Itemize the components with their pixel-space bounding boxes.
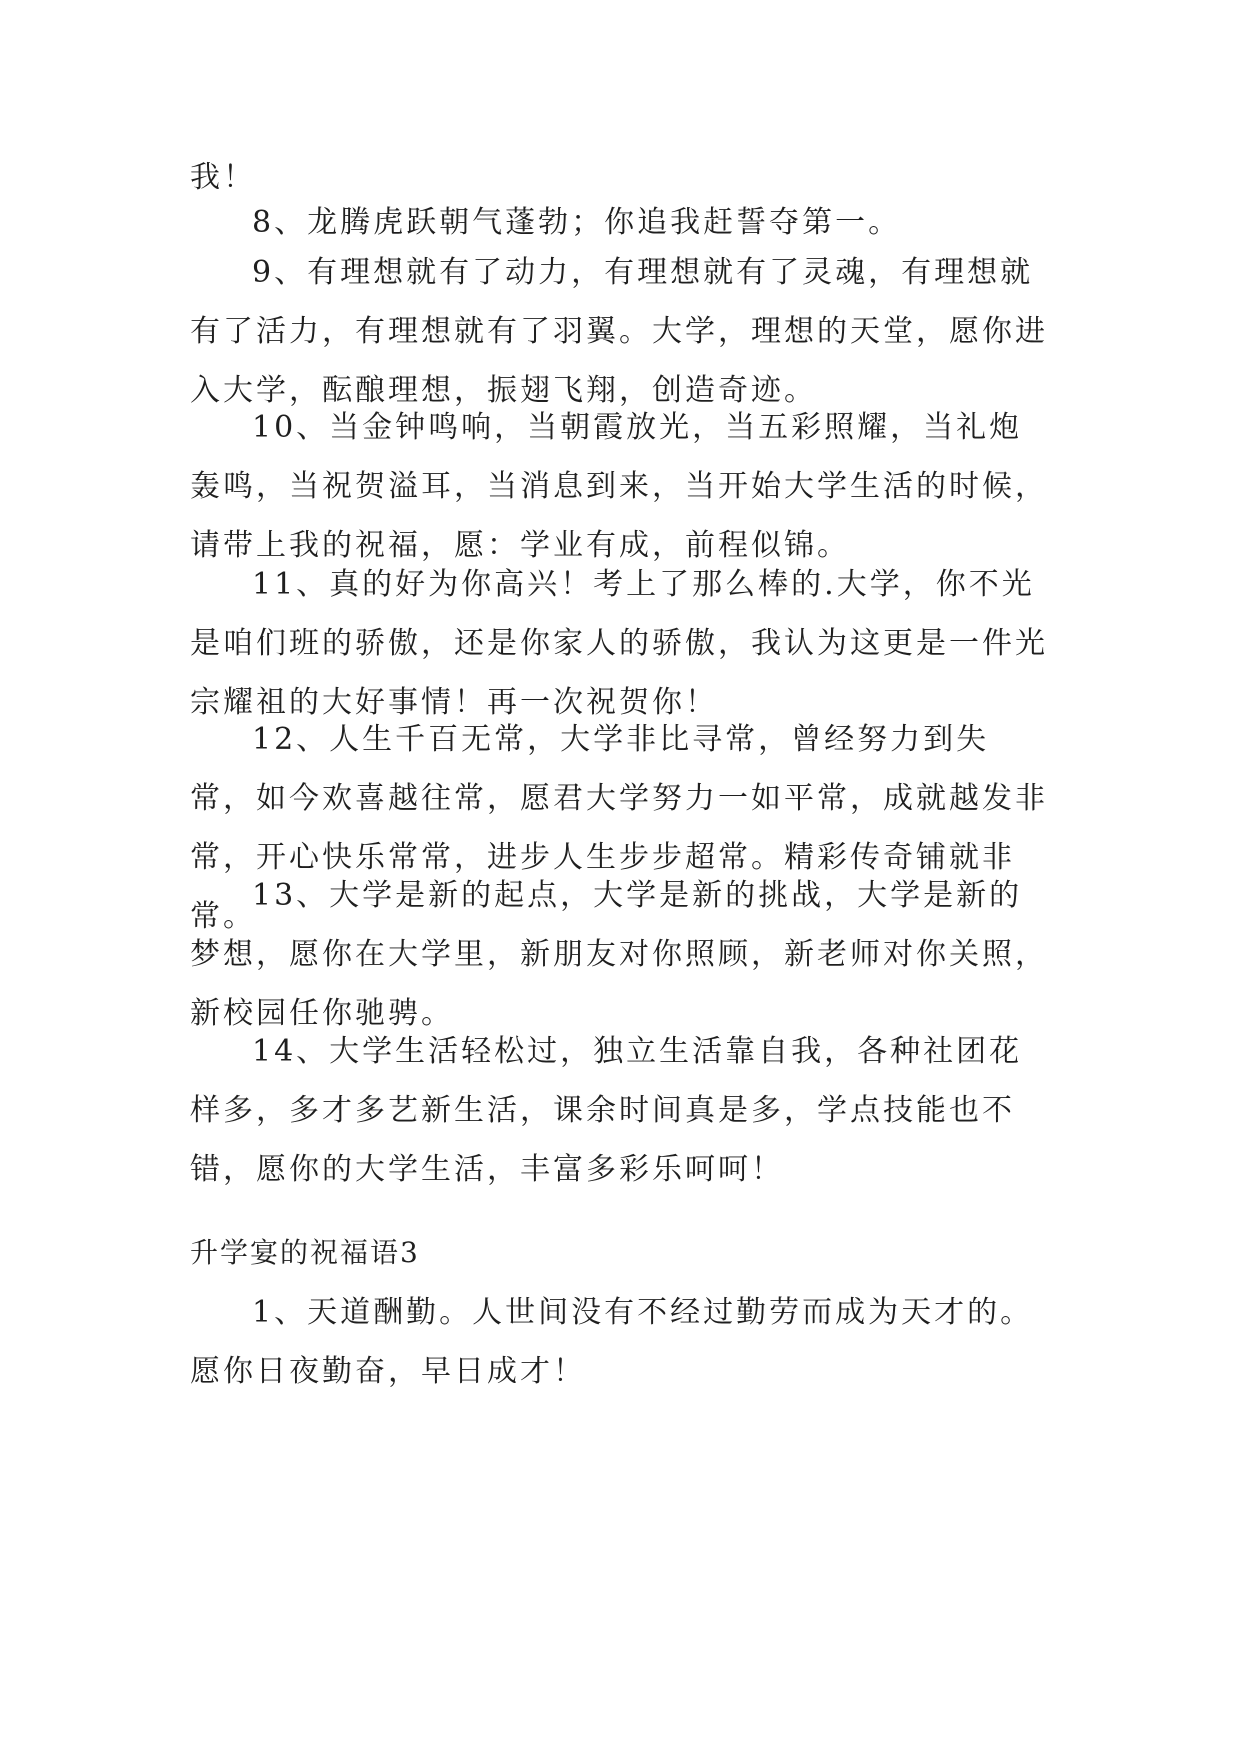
paragraph-item-9: 9、有理想就有了动力，有理想就有了灵魂，有理想就有了活力，有理想就有了羽翼。大学，理想的天堂，愿你进入大学，酝酿理想，振翅飞翔，创造奇迹。 — [190, 255, 1048, 408]
paragraph-item-13: 13、大学是新的起点，大学是新的挑战，大学是新的梦想，愿你在大学里，新朋友对你照顾，新老师对你关照，新校园任你驰骋。 — [190, 878, 1048, 1031]
paragraph-item-1: 1、天道酬勤。人世间没有不经过勤劳而成为天才的。愿你日夜勤奋，早日成才！ — [190, 1295, 1034, 1389]
paragraph-item-10: 10、当金钟鸣响，当朝霞放光，当五彩照耀，当礼炮轰鸣，当祝贺溢耳，当消息到来，当开始大学生活的时候，请带上我的祝福，愿：学业有成，前程似锦。 — [190, 410, 1048, 563]
paragraph-item-14: 14、大学生活轻松过，独立生活靠自我，各种社团花样多，多才多艺新生活，课余时间真是多，学点技能也不错，愿你的大学生活，丰富多彩乐呵呵！ — [190, 1034, 1023, 1187]
section-heading: 升学宴的祝福语3 — [190, 1236, 420, 1269]
paragraph-item-8: 8、龙腾虎跃朝气蓬勃；你追我赶誓夺第一。 — [252, 205, 902, 240]
paragraph-item-11: 11、真的好为你高兴！考上了那么棒的.大学，你不光是咱们班的骄傲，还是你家人的骄傲，我认为这更是一件光宗耀祖的大好事情！再一次祝贺你！ — [190, 567, 1048, 720]
paragraph-continuation: 我！ — [190, 160, 256, 195]
paragraph-item-12: 12、人生千百无常，大学非比寻常，曾经努力到失常，如今欢喜越往常，愿君大学努力一如平常，成就越发非常，开心快乐常常，进步人生步步超常。精彩传奇铺就非常。 — [190, 722, 1048, 934]
